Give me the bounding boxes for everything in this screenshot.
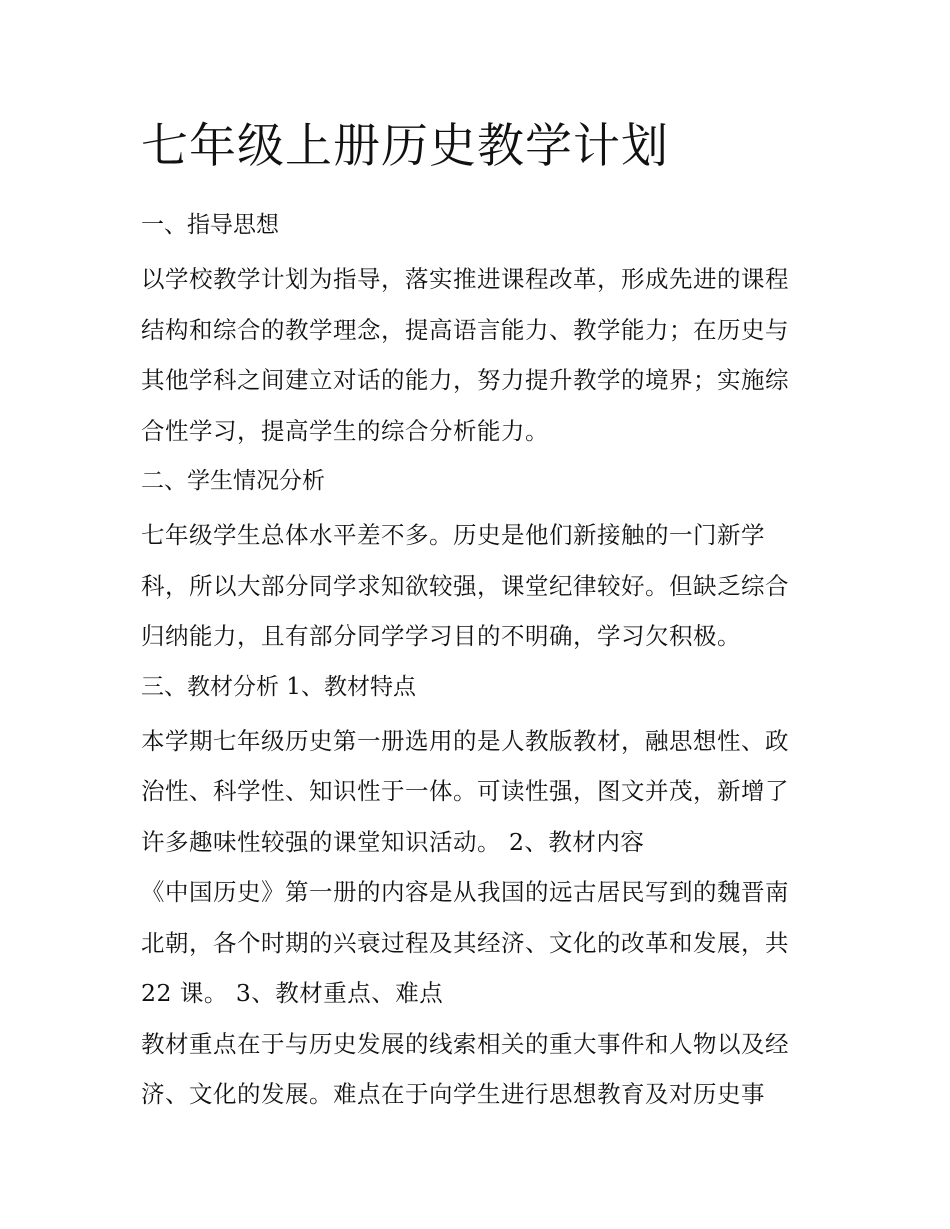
paragraph-line: 北朝，各个时期的兴衰过程及其经济、文化的改革和发展，共 (141, 928, 789, 957)
paragraph-line: 本学期七年级历史第一册选用的是人教版教材，融思想性、政 (141, 726, 789, 755)
paragraph-line: 科，所以大部分同学求知欲较强，课堂纪律较好。但缺乏综合 (141, 571, 789, 600)
section-paragraph-student-analysis (141, 510, 831, 662)
paragraph-line: 济、文化的发展。难点在于向学生进行思想教育及对历史事 (141, 1080, 765, 1108)
paragraph-line: 教材重点在于与历史发展的线索相关的重大事件和人物以及经 (141, 1029, 789, 1058)
paragraph-line: 《中国历史》第一册的内容是从我国的远古居民写到的魏晋南 (141, 878, 789, 906)
paragraph-line: 合性学习，提高学生的综合分析能力。 (141, 416, 549, 445)
document-content (141, 112, 831, 1120)
paragraph-line: 归纳能力，且有部分同学学习目的不明确，学习欠积极。 (141, 622, 741, 650)
paragraph-line: 以学校教学计划为指导，落实推进课程改革，形成先进的课程 (141, 265, 789, 293)
paragraph-line: 22 课。 3、教材重点、难点 (141, 979, 444, 1007)
paragraph-line: 七年级学生总体水平差不多。历史是他们新接触的一门新学 (141, 521, 765, 549)
section-heading-textbook-analysis: 三、教材分析 1、教材特点 (141, 673, 416, 700)
section-heading-student-analysis: 二、学生情况分析 (141, 468, 325, 494)
paragraph-line: 治性、科学性、知识性于一体。可读性强，图文并茂，新增了 (141, 777, 789, 805)
section-heading-guiding-ideology: 一、指导思想 (141, 212, 279, 238)
paragraph-line: 许多趣味性较强的课堂知识活动。 2、教材内容 (141, 827, 645, 856)
paragraph-line: 结构和综合的教学理念，提高语言能力、教学能力；在历史与 (141, 315, 789, 344)
section-paragraph-guiding-ideology (141, 254, 831, 456)
document-title: 七年级上册历史教学计划 (141, 119, 669, 174)
paragraph-line: 其他学科之间建立对话的能力，努力提升教学的境界；实施综 (141, 366, 789, 394)
section-paragraph-textbook-analysis (141, 716, 831, 1120)
